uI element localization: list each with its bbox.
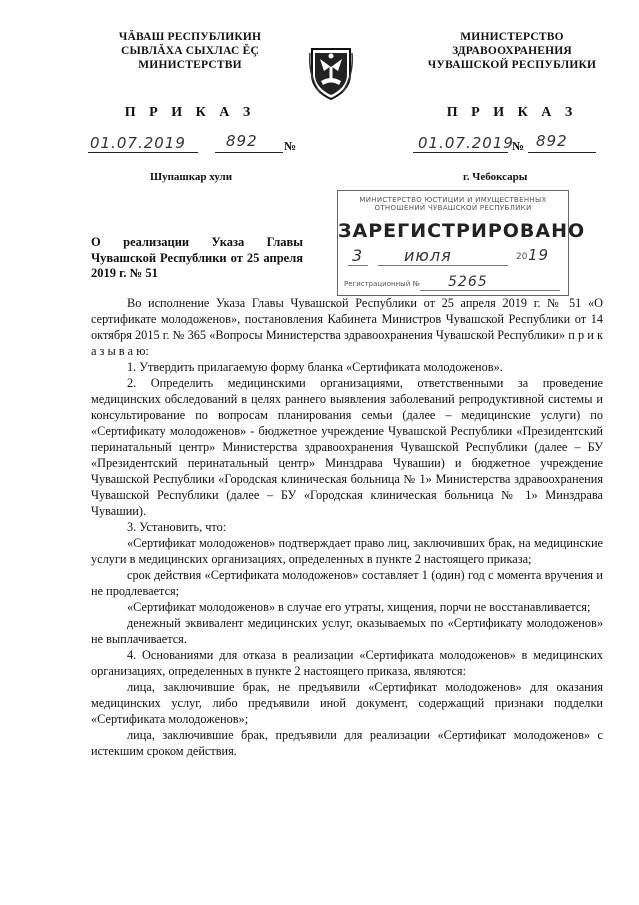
- stamp-month: июля: [404, 246, 452, 265]
- paragraph-2: 2. Определить медицинскими организациями, ответственными за проведение медицинских обследований в целях раннего выявления заболеваний репродуктивной системы и консультирование по вопросам планирования семьи (далее – медицинские услуги) по «Сертификату молодоженов» - бюджетное учреждение Чувашской Республики «Президентский перинатальный центр» Министерства здравоохранения Чувашской Республики (далее – БУ «Президентский перинатальный центр» Минздрава Чувашии) и бюджетное учреждение Чувашской Республики «Городская клиническая больница № 1» Министерства здравоохранения Чувашской Республики (далее – БУ «Городская клиническая больница № 1» Минздрава Чувашии).: [91, 376, 603, 518]
- document-title: О реализации Указа Главы Чувашской Республики от 25 апреля 2019 г. № 51: [91, 235, 303, 280]
- right-number-sign: №: [512, 139, 525, 153]
- stamp-reg-row: [338, 272, 568, 294]
- right-org-line-1: МИНИСТЕРСТВО: [460, 31, 564, 43]
- paragraph-4-item-1: лица, заключившие брак, не предъявили «Сертификат молодоженов» для оказания медицинских услуг, либо предъявили иной документ, содержащий признаки подделки «Сертификата молодоженов»;: [91, 680, 603, 726]
- right-date-line: [413, 152, 508, 153]
- right-place: г. Чебоксары: [463, 171, 528, 183]
- paragraph-preamble: Во исполнение Указа Главы Чувашской Республики от 25 апреля 2019 г. № 51 «О сертификате молодоженов», постановления Кабинета Министров Чувашской Республики от 14 октября 2015 г. № 365 «Вопросы Министерства здравоохранения Чувашской Республики» п р и к а з ы в а ю:: [91, 296, 603, 358]
- left-org-line-1: ЧĂВАШ РЕСПУБЛИКИН: [118, 31, 262, 43]
- left-org-line-2: СЫВЛĂХА СЫХЛАС ĔÇ: [121, 45, 259, 57]
- left-number: 892: [226, 132, 258, 150]
- stamp-reg-label: Регистрационный №: [344, 280, 420, 288]
- stamp-line-2: ОТНОШЕНИЙ ЧУВАШСКОЙ РЕСПУБЛИКИ: [374, 204, 532, 212]
- stamp-year-prefix: 20: [516, 252, 528, 262]
- paragraph-3-item-3: «Сертификат молодоженов» в случае его утраты, хищения, порчи не восстанавливается;: [127, 600, 591, 614]
- stamp-line-1: МИНИСТЕРСТВО ЮСТИЦИИ И ИМУЩЕСТВЕННЫХ: [359, 196, 547, 204]
- paragraph-1: 1. Утвердить прилагаемую форму бланка «Сертификата молодоженов».: [127, 360, 503, 374]
- stamp-month-line: [378, 265, 508, 266]
- left-org-name: [95, 30, 285, 72]
- right-date: 01.07.2019: [418, 134, 514, 152]
- right-org-line-2: ЗДРАВООХРАНЕНИЯ: [452, 45, 572, 57]
- stamp-year: 19: [528, 246, 550, 264]
- stamp-reg-number: 5265: [448, 274, 488, 290]
- registration-stamp: [337, 190, 586, 296]
- stamp-registered: ЗАРЕГИСТРИРОВАНО: [338, 220, 586, 242]
- paragraph-3: 3. Установить, что:: [127, 520, 227, 534]
- paragraph-3-item-1: «Сертификат молодоженов» подтверждает право лиц, заключивших брак, на медицинские услуги в медицинских организациях, определенных в пункте 2 настоящего приказа;: [91, 536, 603, 566]
- stamp-day-line: [348, 265, 368, 266]
- left-date: 01.07.2019: [90, 134, 186, 152]
- paragraph-4: 4. Основаниями для отказа в реализации «Сертификата молодоженов» в медицинских организациях, определенных в пункте 2 настоящего приказа, являются:: [91, 648, 603, 678]
- right-number: 892: [536, 132, 568, 150]
- right-org-name: [402, 30, 622, 72]
- stamp-day: 3: [352, 246, 364, 265]
- right-number-line: [528, 152, 596, 153]
- right-org-line-3: ЧУВАШСКОЙ РЕСПУБЛИКИ: [427, 59, 597, 71]
- left-number-sign: №: [284, 139, 297, 153]
- left-org-line-3: МИНИСТЕРСТВИ: [138, 59, 242, 71]
- paragraph-3-item-4: денежный эквивалент медицинских услуг, оказываемых по «Сертификату молодоженов» не выплачивается.: [91, 616, 603, 646]
- left-date-line: [88, 152, 198, 153]
- paragraph-4-item-2: лица, заключившие брак, предъявили для реализации «Сертификат молодоженов» с истекшим сроком действия.: [91, 728, 603, 758]
- stamp-date-row: [338, 246, 568, 268]
- left-number-line: [215, 152, 283, 153]
- right-prikaz-label: П Р И К А З: [446, 105, 578, 120]
- stamp-reg-line: [420, 290, 560, 291]
- left-prikaz-label: П Р И К А З: [124, 105, 256, 120]
- document-body: [91, 295, 603, 759]
- left-place: Шупашкар хули: [150, 171, 233, 183]
- coat-of-arms-icon: [306, 45, 356, 101]
- paragraph-3-item-2: срок действия «Сертификата молодоженов» составляет 1 (один) год с момента вручения и не продлевается;: [91, 568, 603, 598]
